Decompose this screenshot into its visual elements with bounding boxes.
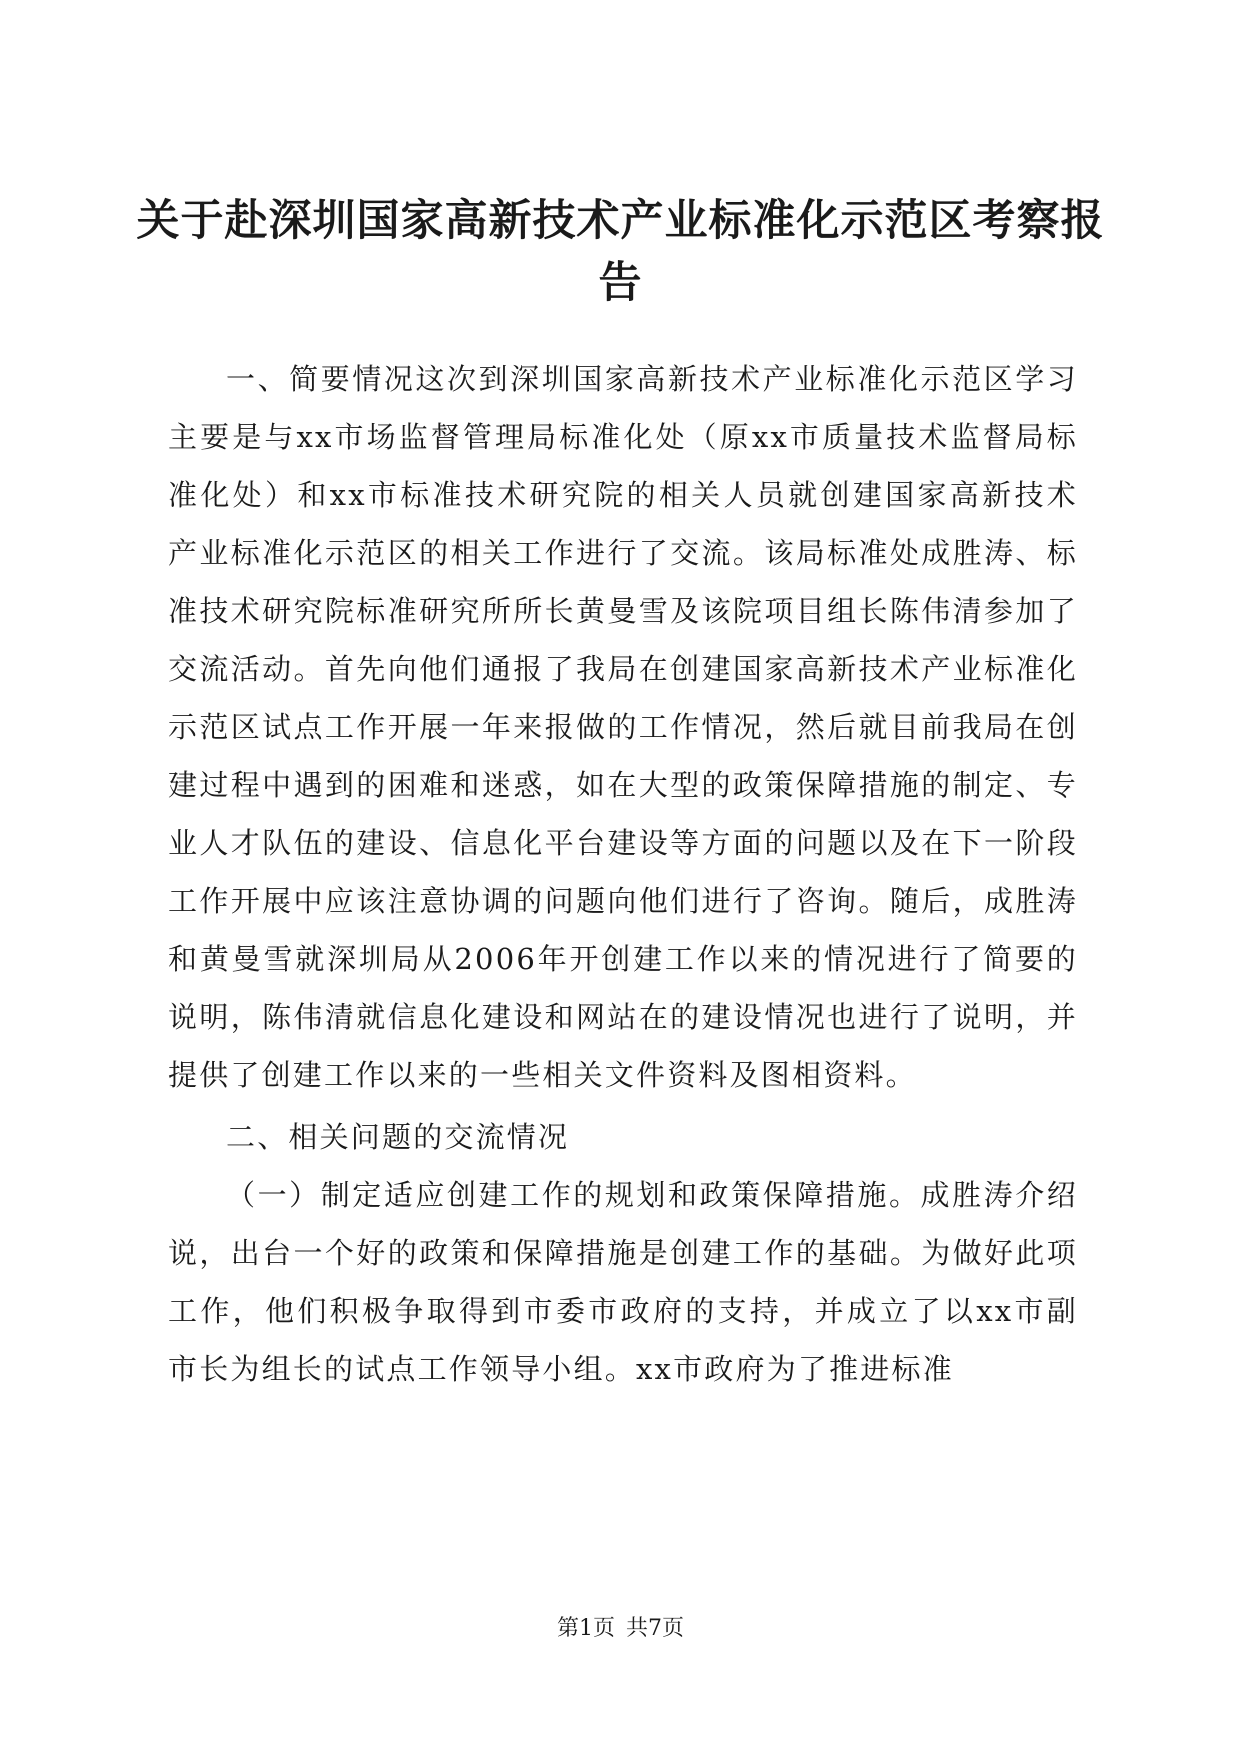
page-footer xyxy=(0,1614,1241,1644)
document-body xyxy=(168,350,1078,1398)
section-heading-exchange: 二、相关问题的交流情况 xyxy=(226,1120,570,1154)
paragraph-policy: （一）制定适应创建工作的规划和政策保障措施。成胜涛介绍说，出台一个好的政策和保障措施是创建工作的基础。为做好此项工作，他们积极争取得到市委市政府的支持，并成立了以xx市副市长为组长的试点工作领导小组。xx市政府为了推进标准 xyxy=(168,1178,1078,1386)
paragraph-overview: 一、简要情况这次到深圳国家高新技术产业标准化示范区学习主要是与xx市场监督管理局标准化处（原xx市质量技术监督局标准化处）和xx市标准技术研究院的相关人员就创建国家高新技术产业标准化示范区的相关工作进行了交流。该局标准处成胜涛、标准技术研究院标准研究所所长黄曼雪及该院项目组长陈伟清参加了交流活动。首先向他们通报了我局在创建国家高新技术产业标准化示范区试点工作开展一年来报做的工作情况，然后就目前我局在创建过程中遇到的困难和迷惑，如在大型的政策保障措施的制定、专业人才队伍的建设、信息化平台建设等方面的问题以及在下一阶段工作开展中应该注意协调的问题向他们进行了咨询。随后，成胜涛和黄曼雪就深圳局从2006年开创建工作以来的情况进行了简要的说明，陈伟清就信息化建设和网站在的建设情况也进行了说明，并提供了创建工作以来的一些相关文件资料及图相资料。 xyxy=(168,362,1078,1092)
page-number: 第1页 xyxy=(557,1616,615,1641)
page-total: 共7页 xyxy=(626,1616,684,1641)
document-title: 关于赴深圳国家高新技术产业标准化示范区考察报告 xyxy=(136,196,1105,308)
